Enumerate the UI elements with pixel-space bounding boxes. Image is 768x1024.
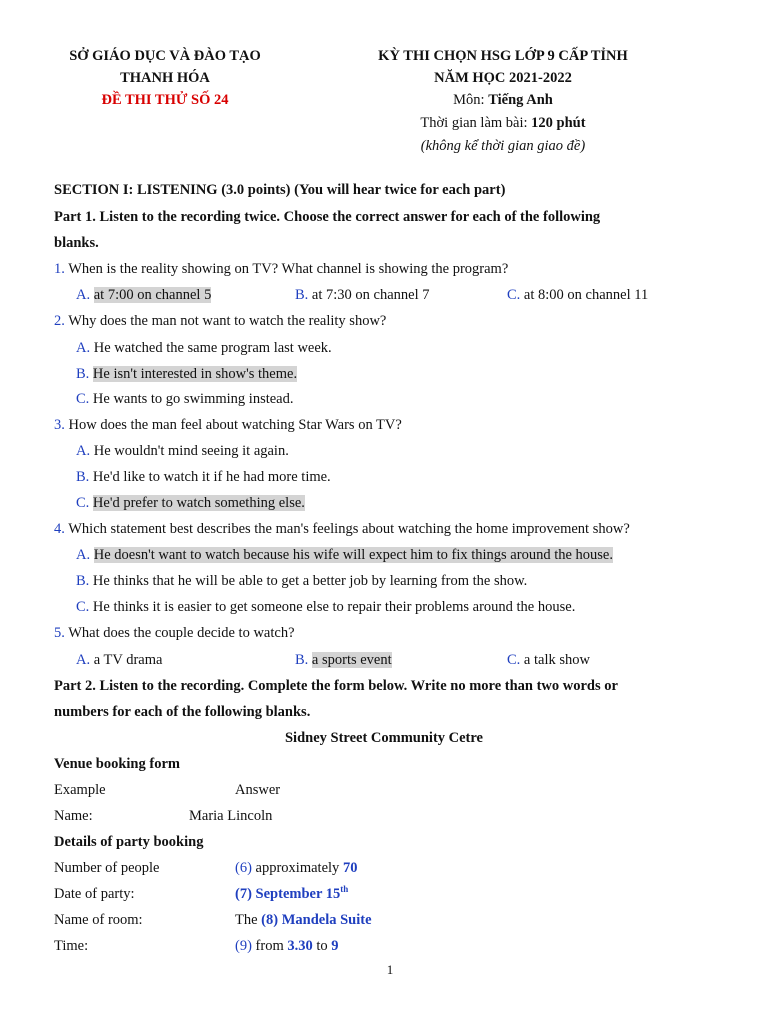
time-note: (không kể thời gian giao đề): [420, 138, 586, 154]
option-text: He wants to go swimming instead.: [92, 391, 294, 407]
blank-number: (7): [235, 886, 252, 902]
time-value: 120 phút: [531, 115, 586, 131]
option-letter: C.: [76, 495, 90, 511]
row-answer-8: [235, 912, 372, 929]
option-letter: C.: [507, 652, 521, 668]
option-text: at 7:30 on channel 7: [311, 287, 430, 303]
q5-option-c: [507, 652, 590, 669]
option-text: He isn't interested in show's theme.: [92, 366, 298, 382]
option-letter: B.: [295, 652, 309, 668]
details-heading: Details of party booking: [54, 834, 204, 850]
form-subtitle: Venue booking form: [54, 756, 180, 772]
q1-option-c: [507, 287, 648, 304]
blank-number: (9): [235, 938, 252, 954]
row-answer-9: [235, 938, 339, 955]
option-text: a sports event: [311, 652, 392, 668]
q3-option-c: [76, 495, 305, 512]
question-text: What does the couple decide to watch?: [68, 625, 295, 641]
question-text: How does the man feel about watching Star Wars on TV?: [68, 417, 402, 433]
option-text: a talk show: [523, 652, 590, 668]
option-letter: A.: [76, 287, 91, 303]
option-letter: B.: [295, 287, 309, 303]
name-label: Name:: [54, 808, 93, 824]
subject-value: Tiếng Anh: [488, 92, 553, 108]
page-number: 1: [386, 962, 394, 977]
q5-option-b: [295, 652, 392, 669]
answer-suffix: th: [340, 884, 349, 895]
q5-option-a: [76, 652, 162, 669]
question-number: 4.: [54, 521, 65, 537]
question-4: [54, 521, 630, 538]
section-title: SECTION I: LISTENING (3.0 points) (You will hear twice for each part): [54, 182, 506, 198]
option-letter: C.: [76, 599, 90, 615]
question-text: Which statement best describes the man's feelings about watching the home improvement show?: [68, 521, 630, 537]
row-label: Name of room:: [54, 912, 143, 928]
blank-number: (6): [235, 860, 252, 876]
q1-option-b: [295, 287, 430, 304]
q4-option-a: [76, 547, 613, 564]
province-name: THANH HÓA: [120, 70, 210, 86]
part1-instruction-1: Part 1. Listen to the recording twice. Choose the correct answer for each of the following: [54, 209, 601, 225]
question-number: 2.: [54, 313, 65, 329]
option-text: He watched the same program last week.: [93, 340, 332, 356]
question-1: [54, 261, 508, 278]
option-text: He thinks that he will be able to get a better job by learning from the show.: [92, 573, 528, 589]
option-letter: B.: [76, 573, 90, 589]
question-number: 3.: [54, 417, 65, 433]
answer-value: September 15: [255, 886, 341, 902]
option-letter: A.: [76, 652, 91, 668]
row-label: Time:: [54, 938, 89, 954]
name-value: Maria Lincoln: [189, 808, 273, 824]
answer-value-2: 9: [331, 938, 339, 954]
q2-option-a: [76, 340, 332, 357]
option-text: at 8:00 on channel 11: [523, 287, 649, 303]
question-2: [54, 313, 386, 330]
exam-code: ĐỀ THI THỬ SỐ 24: [101, 92, 229, 108]
option-text: He thinks it is easier to get someone else to repair their problems around the house.: [92, 599, 576, 615]
q3-option-b: [76, 469, 331, 486]
q4-option-c: [76, 599, 575, 616]
option-letter: A.: [76, 340, 91, 356]
row-answer-6: [235, 860, 357, 877]
question-5: [54, 625, 295, 642]
question-text: Why does the man not want to watch the reality show?: [68, 313, 387, 329]
department-name: SỞ GIÁO DỤC VÀ ĐÀO TẠO: [69, 48, 261, 64]
answer-value: 70: [342, 860, 358, 876]
blank-number: (8): [261, 912, 279, 928]
row-label: Number of people: [54, 860, 160, 876]
question-number: 1.: [54, 261, 65, 277]
option-text: He wouldn't mind seeing it again.: [93, 443, 289, 459]
question-text: When is the reality showing on TV? What channel is showing the program?: [68, 261, 509, 277]
part2-instruction-2: numbers for each of the following blanks.: [54, 704, 311, 720]
answer-prefix: approximately: [255, 860, 340, 876]
time-label: Thời gian làm bài:: [420, 115, 532, 131]
row-label: Date of party:: [54, 886, 135, 902]
part2-instruction-1: Part 2. Listen to the recording. Complete the form below. Write no more than two words or: [54, 678, 618, 694]
answer-value: 3.30: [287, 938, 313, 954]
answer-prefix: The: [235, 912, 258, 928]
option-text: at 7:00 on channel 5: [93, 287, 212, 303]
time-line: [318, 115, 688, 132]
option-letter: A.: [76, 443, 91, 459]
form-title: Sidney Street Community Cetre: [284, 730, 483, 746]
answer-prefix: from: [255, 938, 284, 954]
option-text: He'd prefer to watch something else.: [92, 495, 305, 511]
option-text: He doesn't want to watch because his wife will expect him to fix things around the house.: [93, 547, 613, 563]
option-letter: C.: [76, 391, 90, 407]
answer-middle: to: [316, 938, 328, 954]
q2-option-c: [76, 391, 294, 408]
q4-option-b: [76, 573, 527, 590]
exam-title: KỲ THI CHỌN HSG LỚP 9 CẤP TỈNH: [378, 48, 628, 64]
option-text: a TV drama: [93, 652, 163, 668]
question-number: 5.: [54, 625, 65, 641]
option-letter: B.: [76, 366, 90, 382]
subject-label: Môn:: [453, 92, 489, 108]
example-label: Example: [54, 782, 106, 798]
row-answer-7: [235, 886, 348, 903]
question-3: [54, 417, 402, 434]
q3-option-a: [76, 443, 289, 460]
part1-instruction-2: blanks.: [54, 235, 99, 251]
option-letter: C.: [507, 287, 521, 303]
answer-label: Answer: [235, 782, 281, 798]
option-letter: B.: [76, 469, 90, 485]
option-letter: A.: [76, 547, 91, 563]
q1-option-a: [76, 287, 211, 304]
q2-option-b: [76, 366, 297, 383]
subject-line: [318, 92, 688, 109]
answer-value: Mandela Suite: [281, 912, 372, 928]
school-year: NĂM HỌC 2021-2022: [434, 70, 572, 86]
option-text: He'd like to watch it if he had more time.: [92, 469, 331, 485]
